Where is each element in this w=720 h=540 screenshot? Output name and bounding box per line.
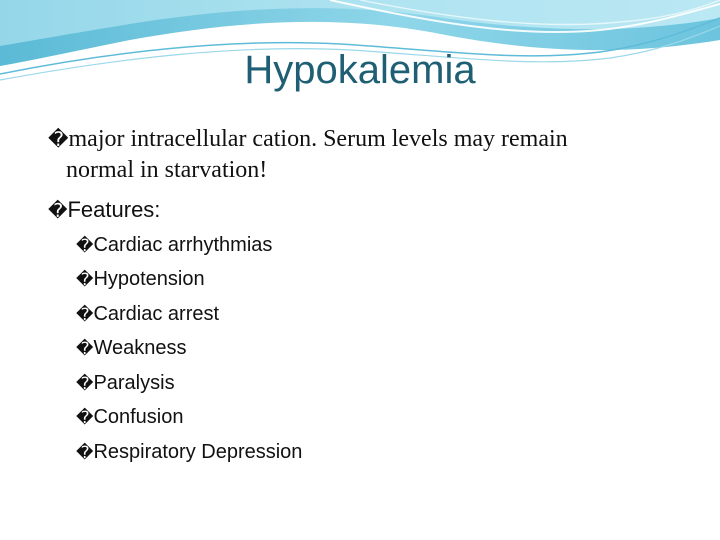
bullet-glyph: �	[76, 443, 94, 463]
slide-title: Hypokalemia	[244, 48, 476, 92]
bullet-glyph: �	[48, 127, 69, 151]
feature-item	[76, 266, 205, 293]
feature-item	[76, 439, 302, 466]
feature-label: Cardiac arrest	[93, 303, 220, 325]
feature-label: Paralysis	[93, 372, 175, 394]
bullet-glyph: �	[76, 408, 94, 428]
bullet-glyph: �	[76, 374, 94, 394]
feature-label: Weakness	[93, 337, 187, 359]
features-label: Features:	[67, 197, 161, 222]
feature-label: Hypotension	[93, 268, 205, 290]
feature-label: Respiratory Depression	[93, 441, 303, 463]
feature-item	[76, 370, 175, 397]
bullet-glyph: �	[48, 200, 68, 222]
feature-item	[76, 404, 184, 431]
feature-item	[76, 232, 272, 259]
feature-label: Confusion	[93, 406, 184, 428]
feature-item	[76, 335, 186, 362]
bullet-glyph: �	[76, 305, 94, 325]
point-line1: major intracellular cation. Serum levels may remain	[68, 126, 568, 152]
point-line2: normal in starvation!	[66, 157, 268, 183]
feature-item	[76, 301, 219, 328]
point-features	[48, 195, 160, 226]
feature-label: Cardiac arrhythmias	[93, 234, 273, 256]
bullet-glyph: �	[76, 236, 94, 256]
bullet-glyph: �	[76, 270, 94, 290]
bullet-glyph: �	[76, 339, 94, 359]
point-intracellular-cation	[48, 124, 568, 186]
